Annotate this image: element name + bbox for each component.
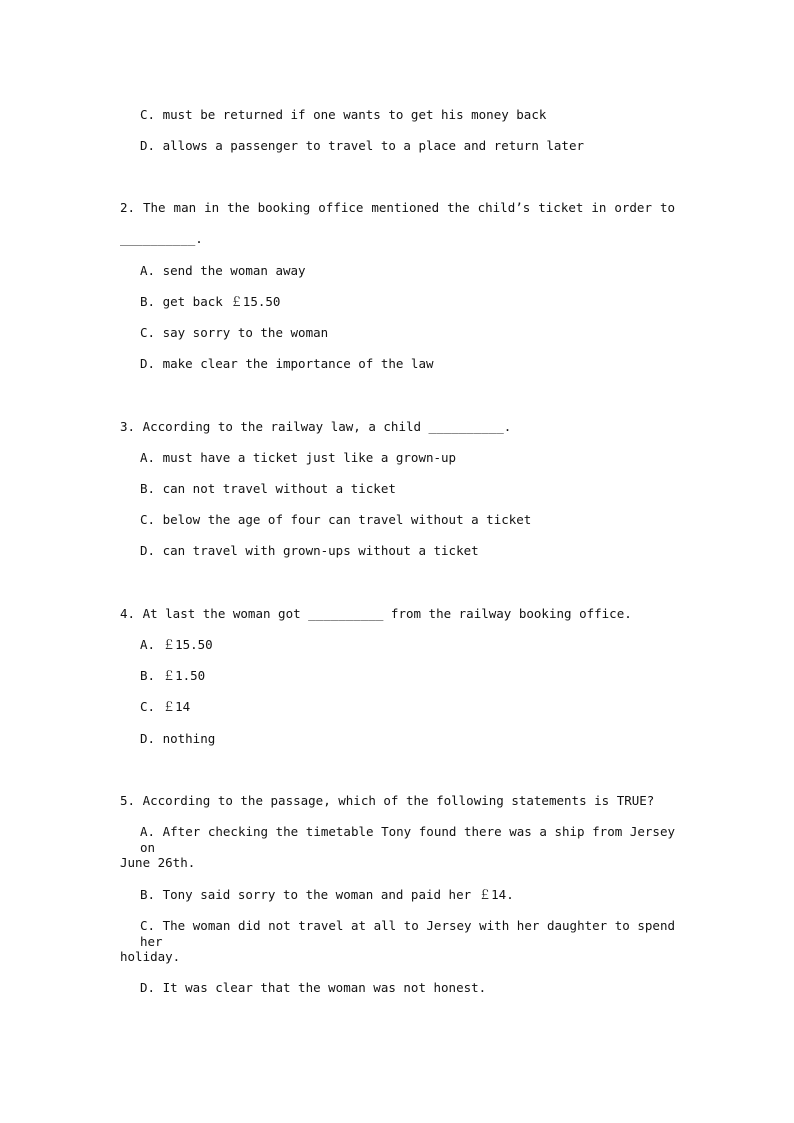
q5-stem: 5. According to the passage, which of the following statements is TRUE? xyxy=(120,793,655,808)
q3-option-a: A. must have a ticket just like a grown-up xyxy=(140,450,457,465)
q4-option-b: B. ￡1.50 xyxy=(140,668,206,683)
q3-option-b: B. can not travel without a ticket xyxy=(140,481,396,496)
q2-option-d: D. make clear the importance of the law xyxy=(140,356,434,371)
q5-option-c: C. The woman did not travel at all to Jersey with her daughter to spend her xyxy=(140,918,675,949)
q3-option-c: C. below the age of four can travel without a ticket xyxy=(140,512,532,527)
q1-option-c: C. must be returned if one wants to get his money back xyxy=(140,107,547,122)
q5-option-d: D. It was clear that the woman was not honest. xyxy=(140,980,487,995)
q4-stem: 4. At last the woman got __________ from the railway booking office. xyxy=(120,606,632,621)
q5-option-b: B. Tony said sorry to the woman and paid her ￡14. xyxy=(140,887,514,902)
q2-stem-blank: __________. xyxy=(120,231,203,246)
q2-option-a: A. send the woman away xyxy=(140,263,306,278)
q3-stem: 3. According to the railway law, a child __________. xyxy=(120,419,512,434)
q4-option-d: D. nothing xyxy=(140,731,216,746)
q2-option-b: B. get back ￡15.50 xyxy=(140,294,281,309)
q5-option-a-continued: June 26th. xyxy=(120,855,196,870)
q2-stem: 2. The man in the booking office mentioned the child’s ticket in order to xyxy=(120,200,675,215)
q4-option-a: A. ￡15.50 xyxy=(140,637,213,652)
q5-option-a: A. After checking the timetable Tony found there was a ship from Jersey on xyxy=(140,824,675,855)
q1-option-d: D. allows a passenger to travel to a place and return later xyxy=(140,138,585,153)
q5-option-c-continued: holiday. xyxy=(120,949,181,964)
q2-option-c: C. say sorry to the woman xyxy=(140,325,329,340)
q3-option-d: D. can travel with grown-ups without a ticket xyxy=(140,543,479,558)
q4-option-c: C. ￡14 xyxy=(140,699,191,714)
